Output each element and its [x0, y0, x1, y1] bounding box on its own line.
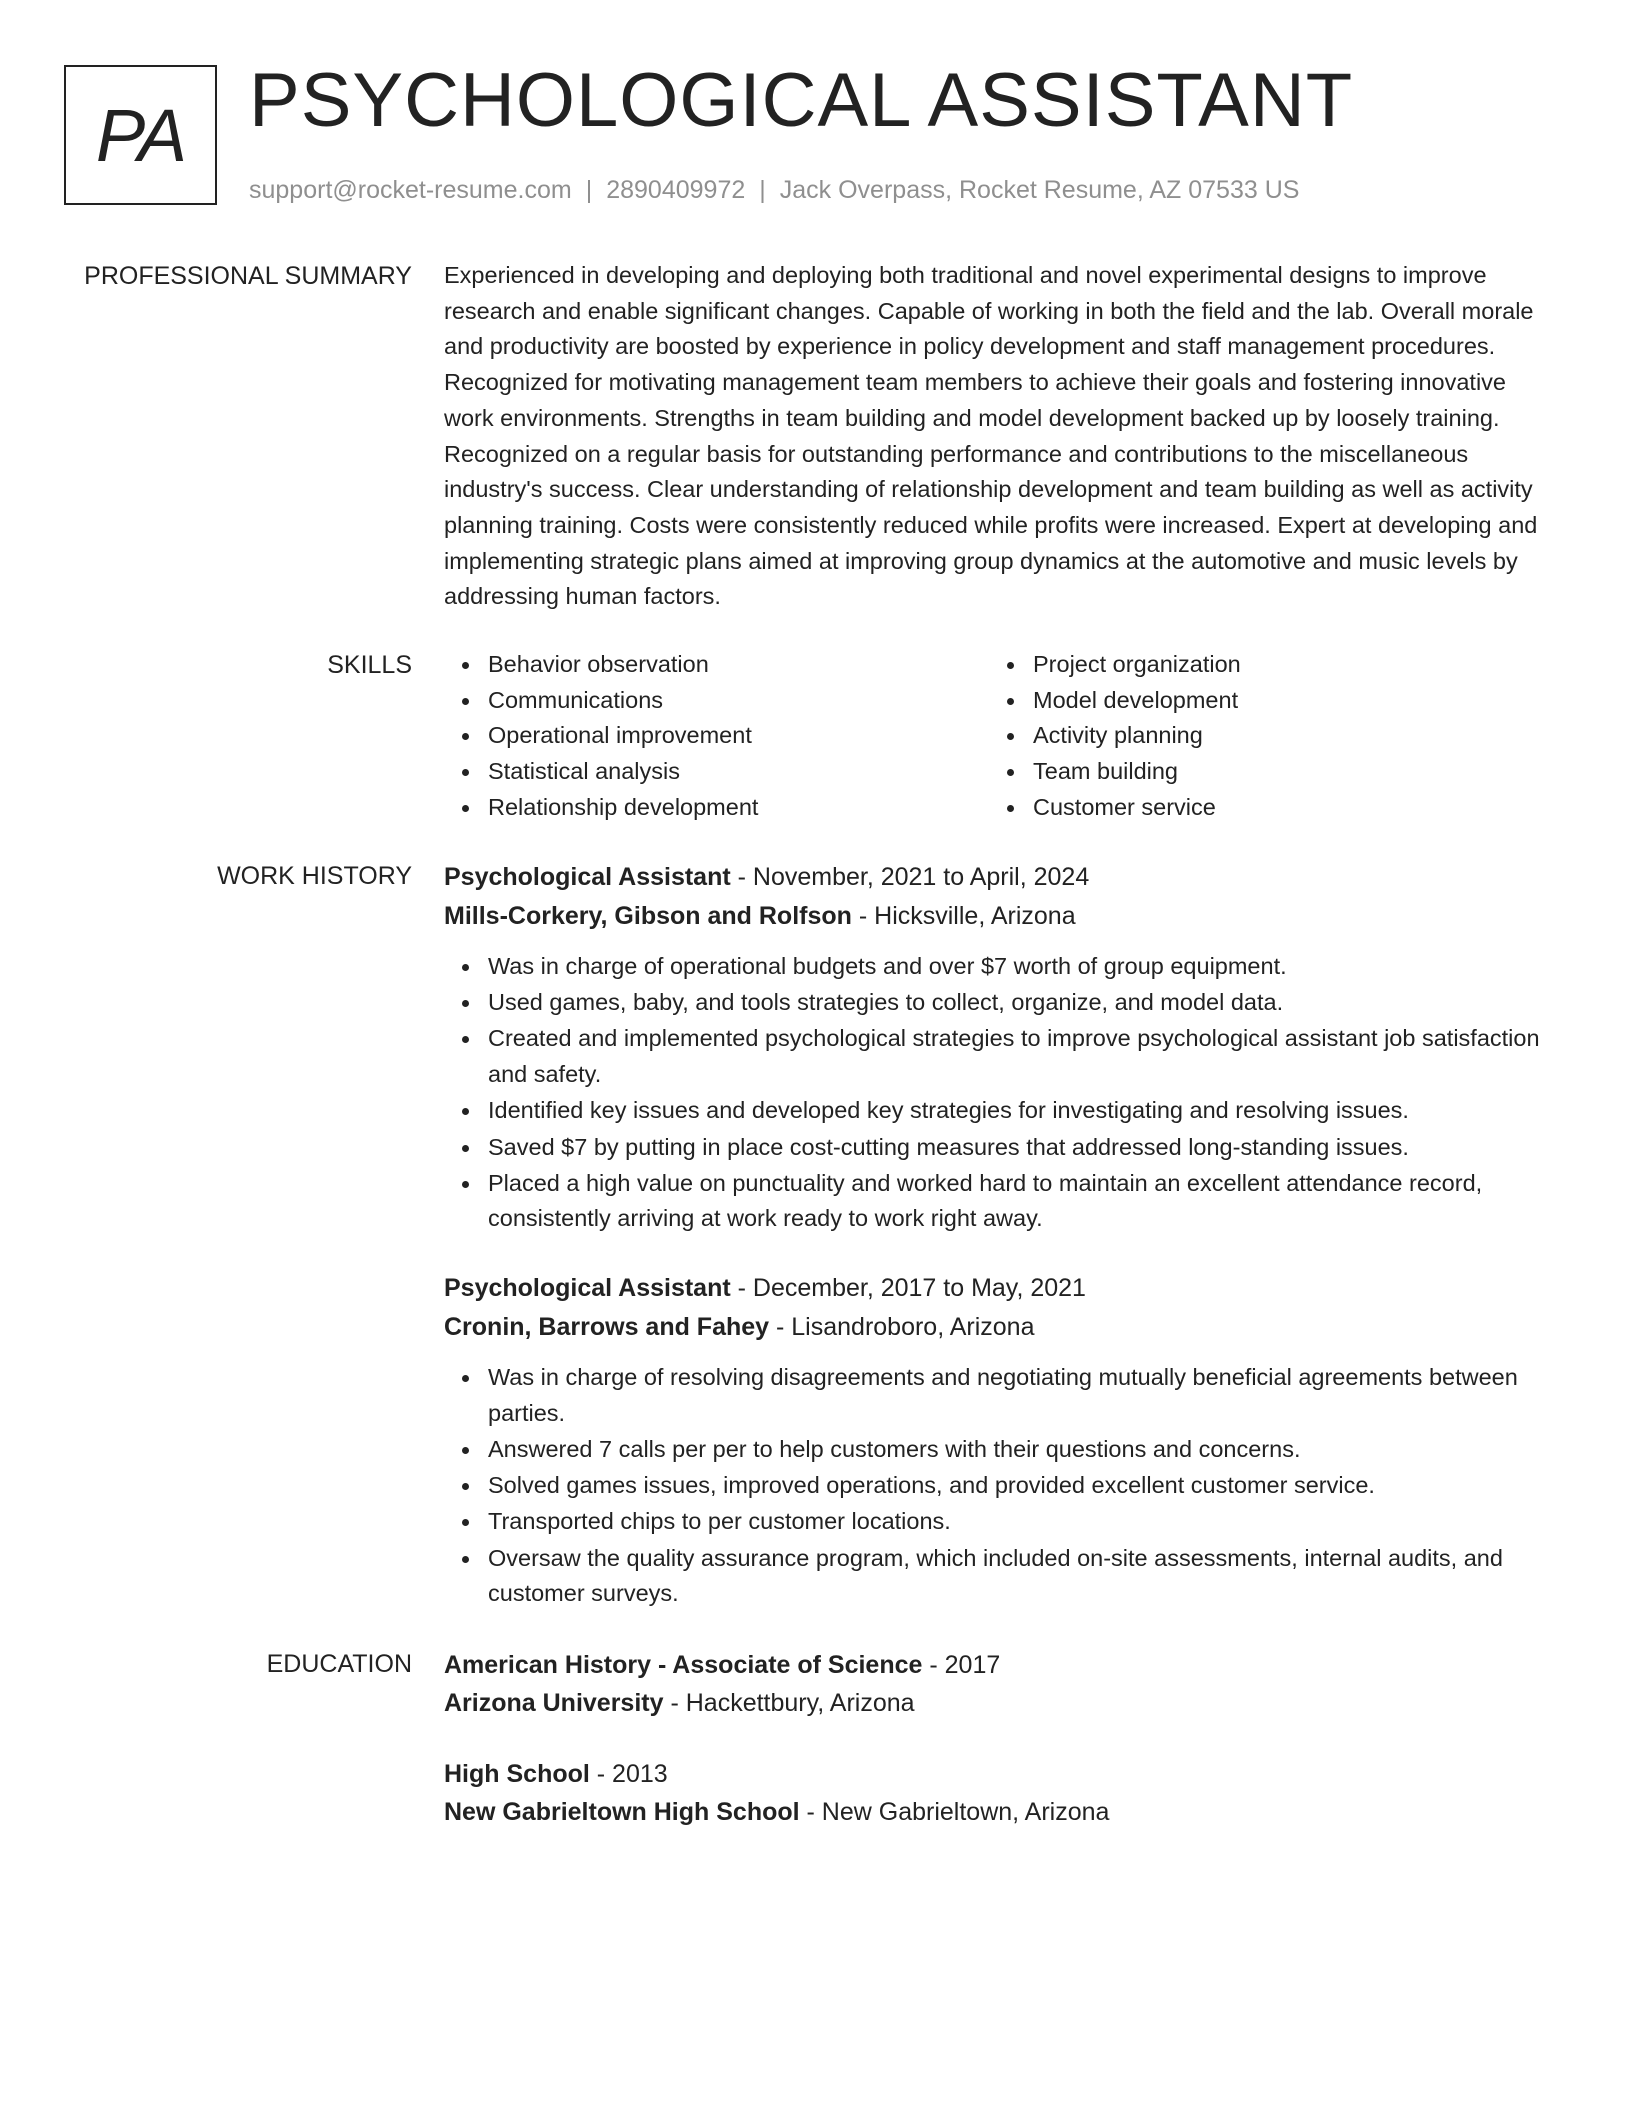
job-bullet: Used games, baby, and tools strategies to collect, organize, and model data. [488, 985, 1550, 1021]
skills-list-right [989, 647, 1534, 826]
job-bullet: Oversaw the quality assurance program, which included on-site assessments, internal audits, and customer surveys. [488, 1541, 1550, 1612]
contact-address: Jack Overpass, Rocket Resume, AZ 07533 US [779, 176, 1300, 204]
education-school-line [444, 1684, 1550, 1722]
job-bullets [444, 1360, 1550, 1612]
job-title-line [444, 1269, 1550, 1308]
page-title: PSYCHOLOGICAL ASSISTANT [249, 58, 1354, 143]
skill-item: Communications [488, 683, 989, 719]
job-bullet: Created and implemented psychological strategies to improve psychological assistant job satisfaction and safety. [488, 1021, 1550, 1092]
job-company: Mills-Corkery, Gibson and Rolfson [444, 902, 852, 930]
job-entry [444, 858, 1550, 1237]
job-title-line [444, 858, 1550, 897]
skill-item: Statistical analysis [488, 754, 989, 790]
education-year: - 2017 [922, 1651, 1001, 1679]
education-degree-line [444, 1646, 1550, 1684]
job-bullet: Saved $7 by putting in place cost-cutting measures that addressed long-standing issues. [488, 1130, 1550, 1166]
job-bullet: Solved games issues, improved operations, and provided excellent customer service. [488, 1468, 1550, 1504]
job-company: Cronin, Barrows and Fahey [444, 1313, 770, 1342]
education-entry [444, 1755, 1550, 1831]
skills-heading: SKILLS [327, 651, 412, 679]
job-dates: - December, 2017 to May, 2021 [730, 1274, 1086, 1303]
work-history-heading: WORK HISTORY [217, 862, 412, 890]
skill-item: Relationship development [488, 790, 989, 826]
job-dates: - November, 2021 to April, 2024 [730, 863, 1090, 891]
skill-item: Operational improvement [488, 718, 989, 754]
job-title: Psychological Assistant [444, 863, 731, 891]
skill-item: Activity planning [1033, 718, 1534, 754]
skill-item: Customer service [1033, 790, 1534, 826]
skill-item: Team building [1033, 754, 1534, 790]
education-location: - Hackettbury, Arizona [663, 1689, 915, 1717]
job-title: Psychological Assistant [444, 1274, 731, 1303]
contact-line [249, 172, 1299, 208]
job-location: - Hicksville, Arizona [851, 902, 1076, 930]
skills-list-left [444, 647, 989, 826]
job-company-line [444, 1308, 1550, 1347]
education-degree: High School [444, 1760, 590, 1788]
job-bullet: Was in charge of resolving disagreements and negotiating mutually beneficial agreements between parties. [488, 1360, 1550, 1431]
summary-heading: PROFESSIONAL SUMMARY [84, 262, 412, 290]
skill-item: Project organization [1033, 647, 1534, 683]
education-school-line [444, 1793, 1550, 1831]
monogram-initials: PA [95, 93, 186, 177]
job-bullets [444, 949, 1550, 1237]
monogram-box [64, 65, 217, 205]
skill-item: Model development [1033, 683, 1534, 719]
job-bullet: Answered 7 calls per per to help customers with their questions and concerns. [488, 1432, 1550, 1468]
contact-separator: | [759, 176, 766, 204]
education-school: Arizona University [444, 1689, 664, 1717]
education-school: New Gabrieltown High School [444, 1798, 800, 1826]
job-bullet: Identified key issues and developed key strategies for investigating and resolving issues. [488, 1093, 1550, 1129]
job-bullet: Transported chips to per customer locations. [488, 1504, 1550, 1540]
education-heading: EDUCATION [266, 1650, 412, 1678]
education-year: - 2013 [589, 1760, 668, 1788]
contact-phone: 2890409972 [606, 176, 746, 204]
education-degree: American History - Associate of Science [444, 1651, 923, 1679]
job-bullet: Was in charge of operational budgets and over $7 worth of group equipment. [488, 949, 1550, 985]
education-location: - New Gabrieltown, Arizona [799, 1798, 1110, 1826]
skill-item: Behavior observation [488, 647, 989, 683]
job-entry [444, 1269, 1550, 1612]
job-company-line [444, 897, 1550, 936]
summary-text: Experienced in developing and deploying both traditional and novel experimental designs to improve research and enable significant changes. Capable of working in both the field and the lab. Overall morale and productivity are boosted by experience in policy development and staff management procedures. Recognized for motivating management team members to achieve their goals and fostering innovative work environments. Strengths in team building and model development backed up by loosely training. Recognized on a regular basis for outstanding performance and contributions to the miscellaneous industry's success. Clear understanding of relationship development and team building as well as activity planning training. Costs were consistently reduced while profits were increased. Expert at developing and implementing strategic plans aimed at improving group dynamics at the automotive and music levels by addressing human factors. [444, 262, 1538, 610]
education-degree-line [444, 1755, 1550, 1793]
job-location: - Lisandroboro, Arizona [769, 1313, 1035, 1342]
education-entry [444, 1646, 1550, 1722]
job-bullet: Placed a high value on punctuality and worked hard to maintain an excellent attendance record, consistently arriving at work ready to work right away. [488, 1166, 1550, 1237]
contact-email: support@rocket-resume.com [249, 176, 572, 204]
contact-separator: | [585, 176, 593, 204]
